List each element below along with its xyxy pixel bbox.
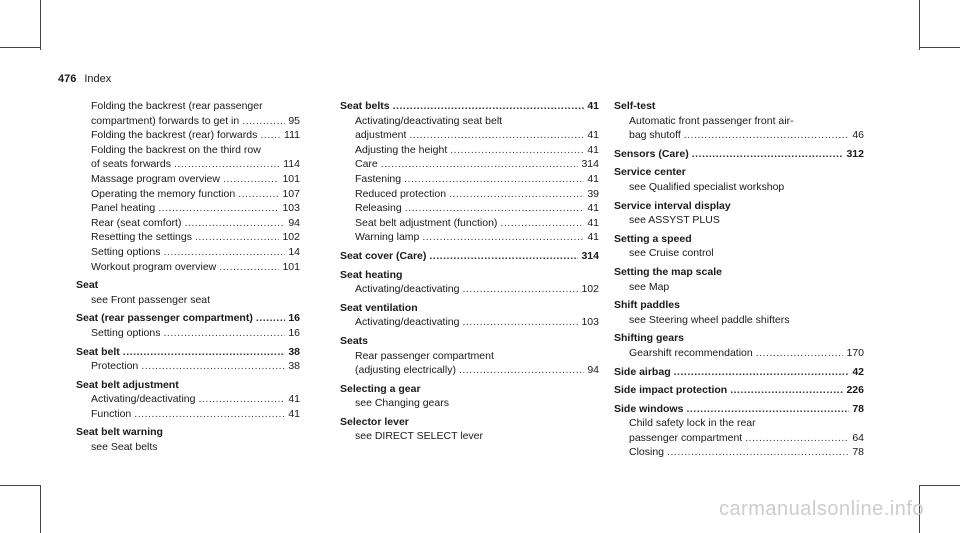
entry-text: Resetting the settings: [91, 231, 192, 244]
entry-text: Side impact protection: [614, 384, 728, 397]
dot-leader: [405, 201, 585, 216]
entry-text: Folding the backrest on the third row: [91, 143, 261, 156]
index-entry: [614, 147, 864, 162]
page-ref[interactable]: 38: [288, 360, 300, 373]
entry-text: Seat heating: [340, 268, 403, 281]
page-ref[interactable]: 94: [288, 216, 300, 229]
dot-leader: [409, 128, 584, 143]
entry-text: Shifting gears: [614, 332, 685, 345]
page-ref[interactable]: 111: [284, 129, 300, 142]
entry-text: Rear (seat comfort): [91, 216, 182, 229]
entry-text: see DIRECT SELECT lever: [355, 430, 483, 443]
index-subentry: [76, 216, 300, 231]
dot-leader: [219, 260, 279, 275]
index-subentry: [76, 201, 300, 216]
dot-leader: [198, 392, 285, 407]
page-ref[interactable]: 42: [852, 365, 864, 378]
index-entry: [340, 415, 599, 430]
page-ref[interactable]: 314: [581, 158, 599, 171]
entry-text: Setting options: [91, 326, 161, 339]
dot-leader: [256, 311, 285, 326]
entry-text: Warning lamp: [355, 231, 420, 244]
index-subentry: [76, 157, 300, 172]
entry-text: Seat cover (Care): [340, 249, 427, 262]
entry-text: Reduced protection: [355, 187, 447, 200]
dot-leader: [163, 245, 285, 260]
page-ref[interactable]: 314: [581, 249, 599, 262]
index-subentry: [614, 114, 864, 129]
entry-text: Side windows: [614, 402, 684, 415]
page-ref[interactable]: 170: [846, 346, 864, 359]
index-subentry: [614, 246, 864, 261]
dot-leader: [404, 172, 584, 187]
index-entry: [614, 365, 864, 380]
dot-leader: [692, 147, 844, 162]
index-entry: [614, 298, 864, 313]
entry-text: Care: [355, 158, 378, 171]
entry-text: Seat belt: [76, 345, 120, 358]
page-ref[interactable]: 95: [288, 114, 300, 127]
page-ref[interactable]: 41: [587, 143, 599, 156]
index-column-1: [76, 99, 300, 455]
entry-text: Seat (rear passenger compartment): [76, 312, 253, 325]
dot-leader: [381, 157, 579, 172]
index-entry: [614, 402, 864, 417]
page-ref[interactable]: 39: [587, 187, 599, 200]
index-subentry: [614, 280, 864, 295]
entry-text: Activating/deactivating: [91, 393, 196, 406]
dot-leader: [756, 346, 844, 361]
crop-mark: [40, 0, 41, 50]
page-ref[interactable]: 103: [282, 202, 300, 215]
entry-text: passenger compartment: [629, 431, 743, 444]
page-ref[interactable]: 226: [846, 384, 864, 397]
entry-text: Automatic front passenger front air-: [629, 114, 794, 127]
entry-text: Gearshift recommendation: [629, 346, 753, 359]
page-header: [58, 73, 111, 85]
entry-text: Seat belts: [340, 100, 390, 112]
index-column-3: [614, 99, 864, 460]
page-ref[interactable]: 16: [288, 312, 300, 325]
index-subentry: [614, 445, 864, 460]
entry-text: see Steering wheel paddle shifters: [629, 313, 790, 326]
entry-text: see Qualified specialist workshop: [629, 180, 785, 193]
index-subentry: [340, 429, 599, 444]
page-ref[interactable]: 41: [587, 129, 599, 142]
index-entry: [614, 265, 864, 280]
entry-text: compartment) forwards to get in: [91, 114, 240, 127]
page-ref[interactable]: 101: [282, 260, 300, 273]
index-entry: [340, 268, 599, 283]
page-ref[interactable]: 41: [288, 407, 300, 420]
entry-text: Side airbag: [614, 365, 671, 378]
entry-text: Fastening: [355, 172, 402, 185]
entry-text: Adjusting the height: [355, 143, 448, 156]
crop-mark: [919, 0, 920, 50]
dot-leader: [238, 187, 279, 202]
dot-leader: [123, 345, 286, 360]
entry-text: Seat ventilation: [340, 301, 418, 314]
index-subentry: [76, 187, 300, 202]
index-subentry: [76, 245, 300, 260]
index-subentry: [340, 157, 599, 172]
index-subentry: [76, 128, 300, 143]
dot-leader: [158, 201, 279, 216]
index-subentry: [340, 216, 599, 231]
crop-mark: [0, 485, 40, 486]
index-subentry: [340, 172, 599, 187]
index-subentry: [340, 315, 599, 330]
entry-text: Setting a speed: [614, 232, 692, 245]
index-entry: [76, 278, 300, 293]
dot-leader: [459, 363, 584, 378]
entry-text: Sensors (Care): [614, 147, 689, 160]
page-ref[interactable]: 64: [852, 431, 864, 444]
index-subentry: [614, 128, 864, 143]
page-ref[interactable]: 41: [587, 172, 599, 185]
index-subentry: [340, 282, 599, 297]
dot-leader: [195, 230, 279, 245]
dot-leader: [684, 128, 850, 143]
index-subentry: [614, 431, 864, 446]
entry-text: Shift paddles: [614, 299, 680, 312]
crop-mark: [0, 47, 40, 48]
entry-text: Protection: [91, 360, 139, 373]
index-subentry: [76, 143, 300, 158]
entry-text: (adjusting electrically): [355, 364, 456, 377]
index-subentry: [76, 326, 300, 341]
dot-leader: [730, 383, 843, 398]
entry-text: Activating/deactivating: [355, 316, 460, 329]
index-subentry: [76, 172, 300, 187]
dot-leader: [223, 172, 280, 187]
entry-text: Activating/deactivating: [355, 283, 460, 296]
index-entry: [614, 199, 864, 214]
index-subentry: [76, 260, 300, 275]
watermark: carmanualsonline.info: [718, 498, 924, 520]
entry-text: bag shutoff: [629, 129, 681, 142]
crop-mark: [920, 47, 960, 48]
index-subentry: [340, 128, 599, 143]
entry-text: Setting options: [91, 245, 161, 258]
page-ref[interactable]: 114: [283, 158, 300, 171]
page-number: 476: [58, 73, 77, 85]
index-entry: [340, 249, 599, 264]
entry-text: Workout program overview: [91, 260, 217, 273]
page-ref[interactable]: 102: [282, 231, 300, 244]
entry-text: Panel heating: [91, 202, 156, 215]
index-entry: [614, 99, 864, 114]
page-ref[interactable]: 14: [288, 245, 300, 258]
entry-text: Activating/deactivating seat belt: [355, 114, 503, 127]
entry-text: Releasing: [355, 202, 402, 215]
page-ref[interactable]: 38: [288, 345, 300, 358]
dot-leader: [745, 431, 849, 446]
index-entry: [340, 301, 599, 316]
dot-leader: [184, 216, 285, 231]
index-subentry: [340, 363, 599, 378]
dot-leader: [449, 187, 584, 202]
dot-leader: [674, 365, 850, 380]
entry-text: adjustment: [355, 129, 407, 142]
index-subentry: [76, 114, 300, 129]
index-subentry: [76, 392, 300, 407]
entry-text: see Seat belts: [91, 441, 158, 454]
index-entry: [614, 331, 864, 346]
page-ref[interactable]: 312: [846, 147, 864, 160]
page-ref[interactable]: 102: [581, 283, 599, 296]
index-subentry: [614, 313, 864, 328]
entry-text: Self-test: [614, 100, 656, 112]
entry-text: see Cruise control: [629, 247, 714, 260]
page-ref[interactable]: 41: [587, 100, 599, 112]
dot-leader: [260, 128, 281, 143]
crop-mark: [40, 485, 41, 533]
index-subentry: [340, 201, 599, 216]
entry-text: Folding the backrest (rear passenger: [91, 100, 263, 112]
index-subentry: [614, 416, 864, 431]
entry-text: Function: [91, 407, 132, 420]
entry-text: Seat: [76, 279, 99, 292]
entry-text: Folding the backrest (rear) forwards: [91, 129, 258, 142]
page-ref[interactable]: 103: [581, 316, 599, 329]
entry-text: Closing: [629, 446, 665, 459]
entry-text: Rear passenger compartment: [355, 349, 494, 362]
dot-leader: [134, 407, 285, 422]
page-ref[interactable]: 78: [852, 446, 864, 459]
page-ref[interactable]: 41: [587, 202, 599, 215]
index-subentry: [614, 213, 864, 228]
entry-text: see Map: [629, 280, 670, 293]
entry-text: Seat belt warning: [76, 426, 163, 439]
index-entry: [614, 383, 864, 398]
index-entry: [340, 382, 599, 397]
index-entry: [340, 334, 599, 349]
index-subentry: [340, 396, 599, 411]
entry-text: of seats forwards: [91, 158, 171, 171]
entry-text: Service interval display: [614, 199, 731, 212]
dot-leader: [174, 157, 280, 172]
dot-leader: [429, 249, 578, 264]
dot-leader: [667, 445, 849, 460]
entry-text: Massage program overview: [91, 172, 220, 185]
page-ref[interactable]: 78: [852, 402, 864, 415]
dot-leader: [141, 359, 285, 374]
crop-mark: [920, 485, 960, 486]
index-entry: [76, 311, 300, 326]
index-subentry: [340, 230, 599, 245]
index-entry: [340, 99, 599, 114]
entry-text: Seats: [340, 334, 369, 347]
index-column-2: [340, 99, 599, 444]
index-entry: [76, 345, 300, 360]
entry-text: Service center: [614, 166, 686, 179]
page-ref[interactable]: 41: [288, 393, 300, 406]
dot-leader: [163, 326, 285, 341]
page-ref[interactable]: 107: [282, 187, 300, 200]
entry-text: Selecting a gear: [340, 382, 421, 395]
index-subentry: [76, 230, 300, 245]
dot-leader: [422, 230, 584, 245]
entry-text: see Front passenger seat: [91, 293, 211, 306]
dot-leader: [450, 143, 584, 158]
page-ref[interactable]: 46: [852, 129, 864, 142]
page-ref[interactable]: 94: [587, 364, 599, 377]
entry-text: Operating the memory function: [91, 187, 236, 200]
dot-leader: [686, 402, 849, 417]
index-entry: [614, 232, 864, 247]
entry-text: Seat belt adjustment: [76, 378, 179, 391]
entry-text: Seat belt adjustment (function): [355, 216, 498, 229]
index-entry: [76, 378, 300, 393]
entry-text: see Changing gears: [355, 397, 449, 410]
index-entry: [76, 425, 300, 440]
dot-leader: [462, 315, 578, 330]
index-subentry: [76, 99, 300, 114]
page-ref[interactable]: 101: [282, 172, 300, 185]
entry-text: see ASSYST PLUS: [629, 214, 720, 227]
index-subentry: [76, 407, 300, 422]
index-subentry: [614, 346, 864, 361]
dot-leader: [242, 114, 285, 129]
dot-leader: [393, 99, 585, 114]
entry-text: Setting the map scale: [614, 265, 722, 278]
page-ref[interactable]: 16: [288, 326, 300, 339]
page-ref[interactable]: 41: [587, 231, 599, 244]
index-subentry: [76, 359, 300, 374]
index-subentry: [340, 187, 599, 202]
page-ref[interactable]: 41: [587, 216, 599, 229]
index-subentry: [76, 440, 300, 455]
index-entry: [614, 165, 864, 180]
dot-leader: [462, 282, 578, 297]
index-subentry: [76, 293, 300, 308]
index-subentry: [340, 114, 599, 129]
index-subentry: [340, 349, 599, 364]
section-title: Index: [84, 73, 112, 85]
dot-leader: [500, 216, 584, 231]
entry-text: Selector lever: [340, 415, 409, 428]
entry-text: Child safety lock in the rear: [629, 417, 756, 430]
index-subentry: [340, 143, 599, 158]
index-subentry: [614, 180, 864, 195]
